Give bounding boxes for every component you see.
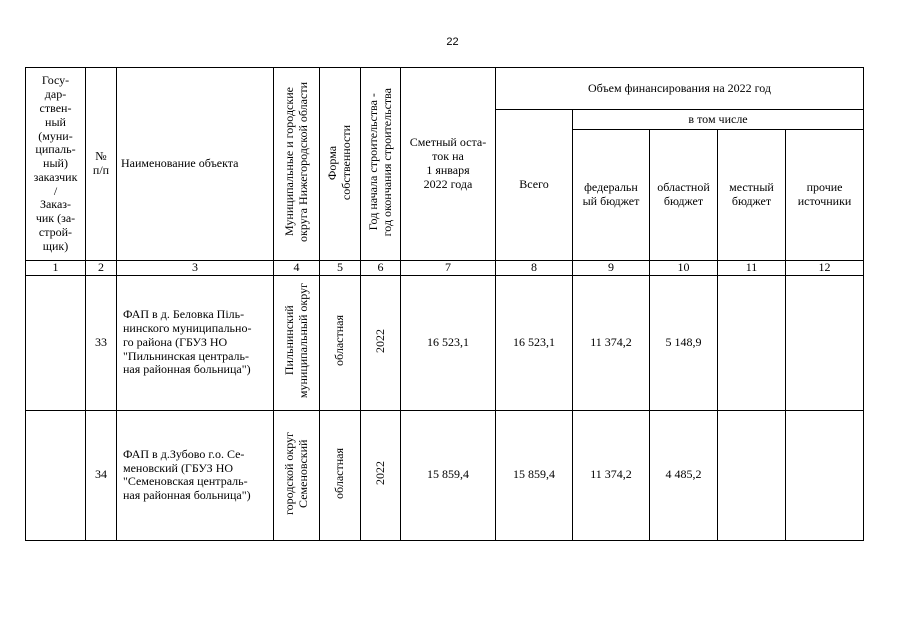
row-federal: 11 374,2 <box>573 410 650 540</box>
column-number: 11 <box>718 261 786 276</box>
column-number: 2 <box>86 261 117 276</box>
column-number: 10 <box>650 261 718 276</box>
header-financing: Объем финансирования на 2022 год <box>496 68 864 110</box>
row-municipality-cell <box>274 410 320 540</box>
column-number: 7 <box>401 261 496 276</box>
row-number: 33 <box>86 275 117 410</box>
row-remaining: 15 859,4 <box>401 410 496 540</box>
header-regional: областной бюджет <box>650 130 718 261</box>
row-regional: 5 148,9 <box>650 275 718 410</box>
header-number: № п/п <box>86 68 117 261</box>
row-number: 34 <box>86 410 117 540</box>
row-ownership: областная <box>332 315 347 367</box>
row-object: ФАП в д.Зубово г.о. Се- меновский (ГБУЗ НО "Семеновская централь- ная районная больница") <box>117 410 274 540</box>
row-ownership-cell <box>320 275 361 410</box>
row-total: 16 523,1 <box>496 275 573 410</box>
header-years-cell <box>361 68 401 261</box>
header-total: Всего <box>496 110 573 261</box>
header-other: прочие источники <box>786 130 864 261</box>
row-municipality-cell <box>274 275 320 410</box>
row-total: 15 859,4 <box>496 410 573 540</box>
row-customer <box>26 410 86 540</box>
header-years: Год начала строительства - год окончания строительства <box>365 87 394 237</box>
row-remaining: 16 523,1 <box>401 275 496 410</box>
header-municipality: Муниципальные и городские округа Нижегородской области <box>281 82 310 243</box>
column-number: 1 <box>26 261 86 276</box>
row-municipality: Пильнинский муниципальный округ <box>281 283 310 399</box>
header-including: в том числе <box>573 110 864 130</box>
column-number: 3 <box>117 261 274 276</box>
table-row <box>26 410 864 540</box>
column-number: 9 <box>573 261 650 276</box>
row-years: 2022 <box>372 328 387 353</box>
row-regional: 4 485,2 <box>650 410 718 540</box>
row-customer <box>26 275 86 410</box>
column-number-row <box>26 261 864 276</box>
header-ownership: Форма собственности <box>325 124 353 200</box>
table-row <box>26 275 864 410</box>
header-federal: федеральн ый бюджет <box>573 130 650 261</box>
header-local: местный бюджет <box>718 130 786 261</box>
row-local <box>718 410 786 540</box>
row-local <box>718 275 786 410</box>
row-years: 2022 <box>372 461 387 486</box>
row-years-cell <box>361 410 401 540</box>
row-years-cell <box>361 275 401 410</box>
row-other <box>786 410 864 540</box>
row-federal: 11 374,2 <box>573 275 650 410</box>
column-number: 4 <box>274 261 320 276</box>
page-number: 22 <box>446 36 459 48</box>
column-number: 5 <box>320 261 361 276</box>
column-number: 8 <box>496 261 573 276</box>
header-customer: Госу- дар- ствен- ный (муни- ципаль- ный) заказчик / Заказ- чик (за- строй- щик) <box>26 68 86 261</box>
header-remaining: Сметный оста- ток на 1 января 2022 года <box>401 68 496 261</box>
row-municipality: городской округ Семеновский <box>281 431 310 515</box>
row-other <box>786 275 864 410</box>
header-object-name: Наименование объекта <box>117 68 274 261</box>
row-object: ФАП в д. Беловка Піль- нинского муниципально- го района (ГБУЗ НО "Пильнинская централь- ная районная больница") <box>117 275 274 410</box>
row-ownership-cell <box>320 410 361 540</box>
financing-table <box>25 67 864 541</box>
column-number: 6 <box>361 261 401 276</box>
column-number: 12 <box>786 261 864 276</box>
header-municipality-cell <box>274 68 320 261</box>
header-ownership-cell <box>320 68 361 261</box>
row-ownership: областная <box>332 447 347 499</box>
